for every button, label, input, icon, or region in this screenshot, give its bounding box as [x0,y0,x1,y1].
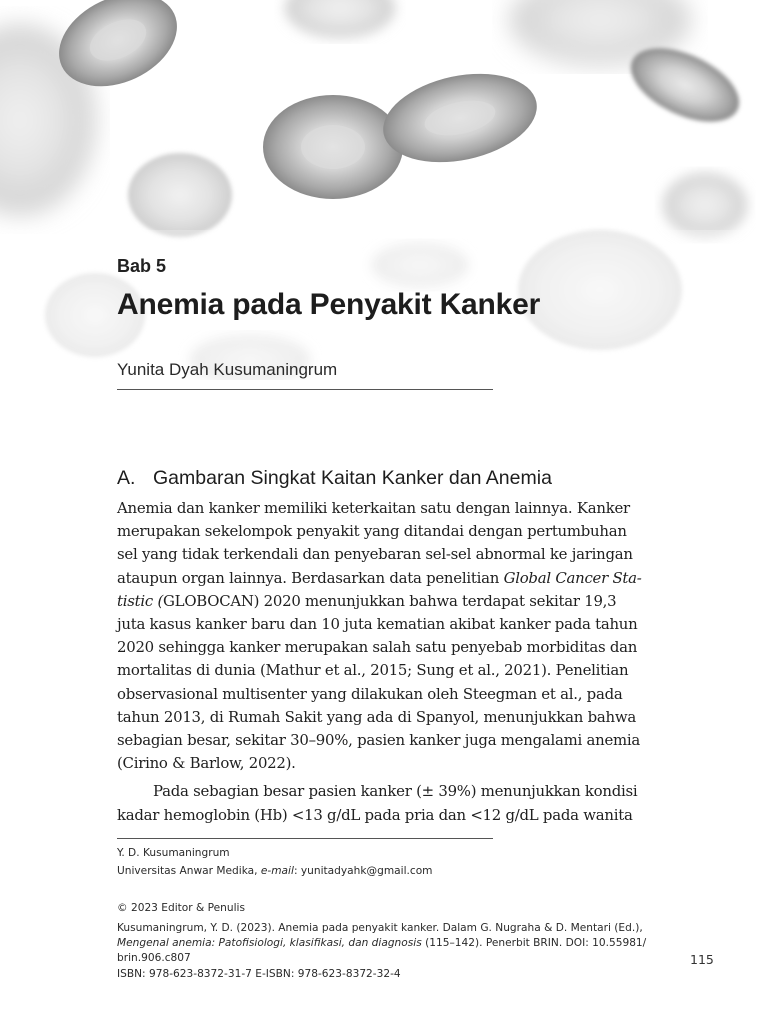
affiliation-text: Universitas Anwar Medika, [117,865,261,877]
paragraph-line-text: ataupun organ lainnya. Berdasarkan data penelitian [117,568,504,587]
citation-line [117,936,677,951]
footnote-divider [117,838,493,839]
book-title: Mengenal anemia: Patofisiologi, klasifikasi, dan diagnosis [117,937,422,950]
footnote-author: Y. D. Kusumaningrum [117,847,230,859]
italic-title: Global Cancer Sta- [503,568,642,587]
citation-line: Kusumaningrum, Y. D. (2023). Anemia pada penyakit kanker. Dalam G. Nugraha & D. Mentari (Ed.), [117,922,643,934]
paragraph-line: 2020 sehingga kanker merupakan salah satu penyebab morbiditas dan [117,638,638,657]
citation-block [117,921,677,982]
italic-title: tistic ( [117,591,164,610]
paragraph-line: sebagian besar, sekitar 30–90%, pasien kanker juga mengalami anemia [117,731,641,750]
paragraph-line: tahun 2013, di Rumah Sakit yang ada di Spanyol, menunjukkan bahwa [117,707,636,726]
paragraph-line: kadar hemoglobin (Hb) <13 g/dL pada pria dan <12 g/dL pada wanita [117,805,633,824]
paragraph-line: juta kasus kanker baru dan 10 juta kematian akibat kanker pada tahun [117,615,638,634]
section-title: Gambaran Singkat Kaitan Kanker dan Anemia [153,467,552,489]
footnote-affiliation [117,865,433,877]
body-text [117,497,665,827]
section-heading [117,467,552,490]
page-number: 115 [690,952,714,967]
paragraph-line: Anemia dan kanker memiliki keterkaitan satu dengan lainnya. Kanker [117,499,630,517]
paragraph-line: (Cirino & Barlow, 2022). [117,754,296,773]
paragraph-line: sel yang tidak terkendali dan penyebaran sel-sel abnormal ke jaringan [117,545,633,564]
citation-line: brin.906.c807 [117,952,191,965]
paragraph-line: Pada sebagian besar pasien kanker (± 39%) menunjukkan kondisi [153,782,638,801]
paragraph-line [117,567,665,590]
paragraph-line: observasional multisenter yang dilakukan oleh Steegman et al., pada [117,684,623,703]
paragraph-line: mortalitas di dunia (Mathur et al., 2015; Sung et al., 2021). Penelitian [117,661,629,680]
blood-cells-illustration [0,0,768,380]
paragraph-line [117,590,665,613]
paragraph-line: merupakan sekelompok penyakit yang ditandai dengan pertumbuhan [117,522,627,541]
chapter-title: Anemia pada Penyakit Kanker [117,288,541,321]
author-name: Yunita Dyah Kusumaningrum [117,360,338,379]
isbn-line: ISBN: 978-623-8372-31-7 E-ISBN: 978-623-8372-32-4 [117,967,401,980]
paragraph-line-text: GLOBOCAN) 2020 menunjukkan bahwa terdapat sekitar 19,3 [163,591,617,610]
email-value: : yunitadyahk@gmail.com [293,865,433,877]
email-label: e-mail [260,865,294,877]
citation-line-text: (115–142). Penerbit BRIN. DOI: 10.55981/ [421,937,647,950]
copyright-notice: © 2023 Editor & Penulis [117,902,245,914]
section-number: A. [117,467,136,489]
author-divider [117,389,493,390]
chapter-label: Bab 5 [117,256,167,276]
